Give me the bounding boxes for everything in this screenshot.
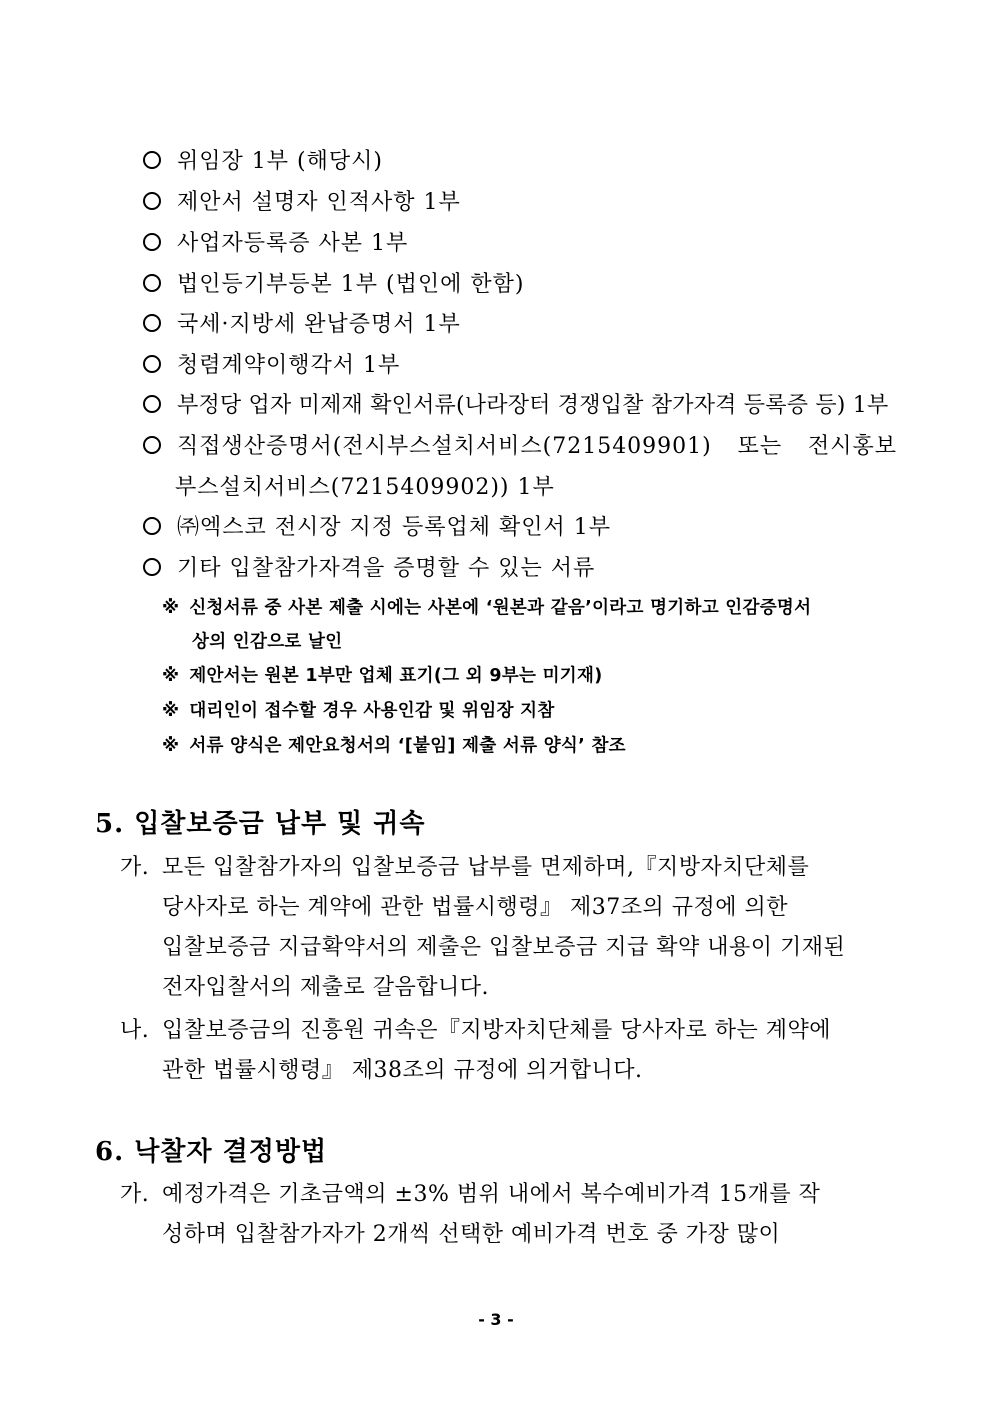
circle-bullet-icon <box>143 233 161 251</box>
circle-bullet-icon <box>143 192 161 210</box>
circle-bullet-icon <box>143 436 161 454</box>
circle-bullet-icon <box>143 395 161 413</box>
reference-mark-icon: ※ <box>162 666 180 686</box>
circle-bullet-icon <box>143 558 161 576</box>
circle-bullet-icon <box>143 151 161 169</box>
circle-bullet-icon <box>143 517 161 535</box>
note-item: ※ 신청서류 중 사본 제출 시에는 사본에 ‘원본과 같음’이라고 명기하고 인감증명서 상의 인감으로 날인 <box>162 598 812 652</box>
bullet-item: 제안서 설명자 인적사항 1부 <box>143 188 461 218</box>
bullet-item: 부정당 업자 미제재 확인서류(나라장터 경쟁입찰 참가자격 등록증 등) 1부 <box>143 391 888 421</box>
reference-mark-icon: ※ <box>162 736 180 756</box>
section5-item-b: 나. 입찰보증금의 진흥원 귀속은『지방자치단체를 당사자로 하는 계약에 관한 법률시행령』 제38조의 규정에 의거합니다. <box>120 1018 832 1083</box>
circle-bullet-icon <box>143 314 161 332</box>
bullet-item: ㈜엑스코 전시장 지정 등록업체 확인서 1부 <box>143 513 611 543</box>
bullet-item: 국세·지방세 완납증명서 1부 <box>143 310 461 340</box>
note-item: ※ 제안서는 원본 1부만 업체 표기(그 외 9부는 미기재) <box>162 666 603 686</box>
section5-item-a: 가. 모든 입찰참가자의 입찰보증금 납부를 면제하며,『지방자치단체를 당사자로 하는 계약에 관한 법률시행령』 제37조의 규정에 의한 입찰보증금 지급확약서의 제출은 입찰보증금 지급 확약 내용이 기재된 전자입찰서의 제출로 갈음합니다. <box>120 855 846 1000</box>
section-heading: 5. 입찰보증금 납부 및 귀속 <box>95 809 426 839</box>
bullet-item: 위임장 1부 (해당시) <box>143 147 383 177</box>
section-heading: 6. 낙찰자 결정방법 <box>95 1137 328 1167</box>
reference-mark-icon: ※ <box>162 701 180 721</box>
circle-bullet-icon <box>143 274 161 292</box>
page-number: - 3 - <box>478 1310 514 1329</box>
note-item: ※ 대리인이 접수할 경우 사용인감 및 위임장 지참 <box>162 701 555 721</box>
bullet-item: 직접생산증명서(전시부스설치서비스(7215409901) 또는 전시홍보 부스설치서비스(7215409902)) 1부 <box>143 432 897 503</box>
section6-item-a: 가. 예정가격은 기초금액의 ±3% 범위 내에서 복수예비가격 15개를 작 성하며 입찰참가자가 2개씩 선택한 예비가격 번호 중 가장 많이 <box>120 1182 821 1247</box>
bullet-item: 청렴계약이행각서 1부 <box>143 351 400 381</box>
circle-bullet-icon <box>143 355 161 373</box>
bullet-item: 사업자등록증 사본 1부 <box>143 229 408 259</box>
bullet-item: 법인등기부등본 1부 (법인에 한함) <box>143 270 524 300</box>
note-item: ※ 서류 양식은 제안요청서의 ‘[붙임] 제출 서류 양식’ 참조 <box>162 736 626 756</box>
reference-mark-icon: ※ <box>162 598 180 618</box>
bullet-item: 기타 입찰참가자격을 증명할 수 있는 서류 <box>143 554 595 584</box>
